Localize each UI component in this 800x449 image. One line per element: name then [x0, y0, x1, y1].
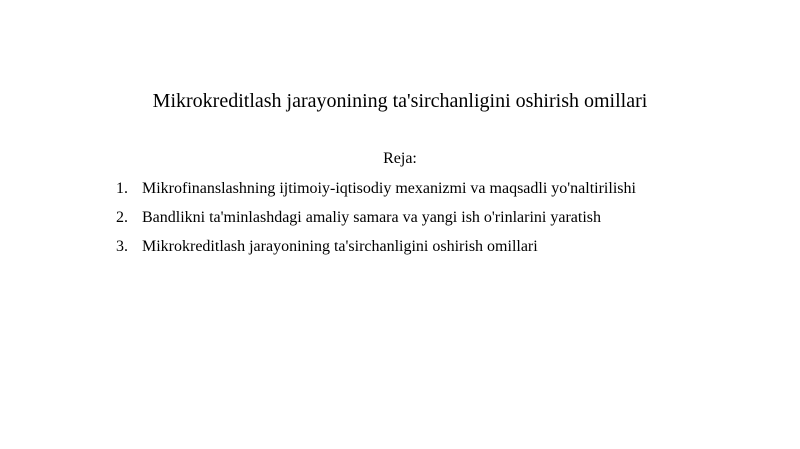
- document-title: Mikrokreditlash jarayonining ta'sirchanligini oshirish omillari: [152, 90, 648, 112]
- plan-item-text: Mikrokreditlash jarayonining ta'sirchanligini oshirish omillari: [142, 238, 538, 255]
- plan-item-2: [116, 208, 756, 228]
- plan-item-1: [116, 179, 756, 199]
- plan-item-3: [116, 237, 756, 257]
- plan-item-text: Bandlikni ta'minlashdagi amaliy samara va yangi ish o'rinlarini yaratish: [142, 209, 601, 226]
- plan-item-number: 1.: [116, 180, 128, 197]
- plan-item-number: 2.: [116, 209, 128, 226]
- plan-item-number: 3.: [116, 238, 128, 255]
- plan-heading: Reja:: [383, 150, 417, 167]
- plan-item-text: Mikrofinanslashning ijtimoiy-iqtisodiy mexanizmi va maqsadli yo'naltirilishi: [142, 180, 636, 197]
- plan-list: [116, 179, 756, 266]
